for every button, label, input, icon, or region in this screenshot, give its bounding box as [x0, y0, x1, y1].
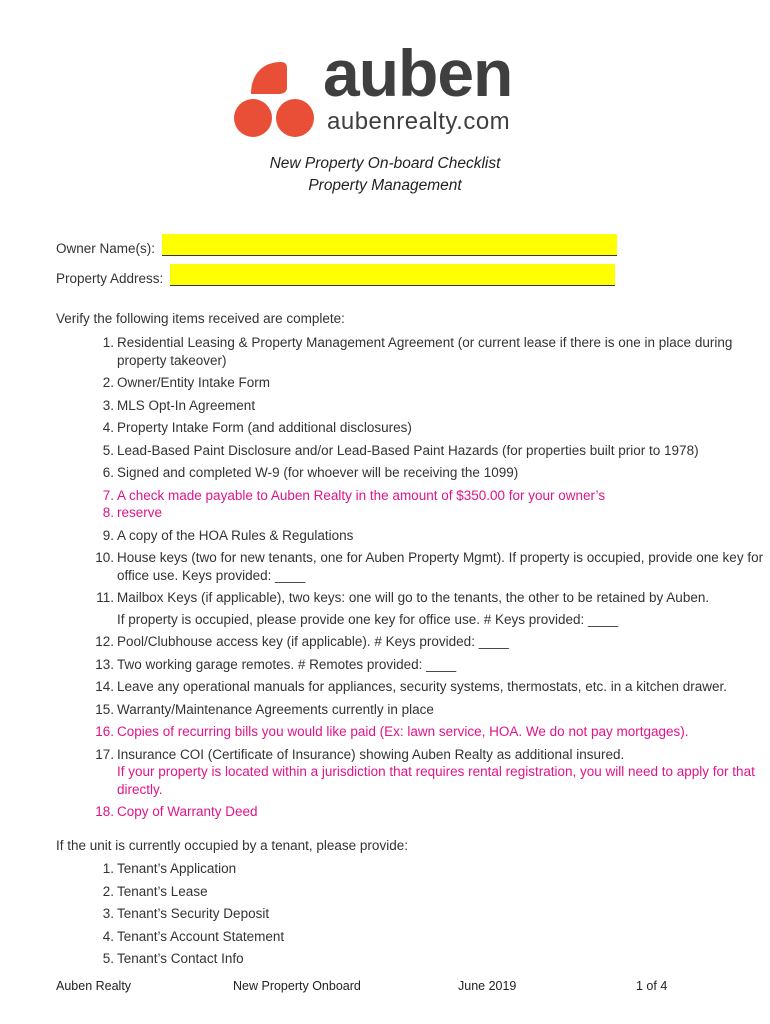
list-item: 2 . Tenant’s Lease	[56, 883, 770, 901]
list-item: 8 . reserve	[56, 504, 770, 522]
list-item: 9 . A copy of the HOA Rules & Regulations	[56, 527, 770, 545]
list-item: 5 . Lead-Based Paint Disclosure and/or Lead-Based Paint Hazards (for properties built prior to 1978)	[56, 442, 770, 460]
owner-name-field	[56, 234, 617, 256]
list-item: 15 . Warranty/Maintenance Agreements currently in place	[56, 701, 770, 719]
list-item: 10 . House keys (two for new tenants, one for Auben Property Mgmt). If property is occupied, provide one key for office use. Keys provided: ____	[56, 549, 770, 584]
list-item: 14 . Leave any operational manuals for appliances, security systems, thermostats, etc. in a kitchen drawer.	[56, 678, 770, 696]
list-item: 16 . Copies of recurring bills you would like paid (Ex: lawn service, HOA. We do not pay mortgages).	[56, 723, 770, 741]
logo-wordmark: auben	[323, 36, 513, 110]
auben-logo	[233, 36, 553, 141]
document-title: New Property On-board Checklist	[269, 155, 501, 172]
footer-company: Auben Realty	[56, 979, 132, 993]
property-address-field	[56, 264, 615, 286]
list-item: 5 . Tenant’s Contact Info	[56, 950, 770, 968]
footer-document: New Property Onboard	[233, 979, 361, 993]
auben-logo-mark-icon	[233, 58, 315, 140]
list-item: 1 . Residential Leasing & Property Management Agreement (or current lease if there is one in place during property takeover)	[56, 334, 770, 369]
list-item: 1 . Tenant’s Application	[56, 860, 770, 878]
list-item: 6 . Signed and completed W-9 (for whoever will be receiving the 1099)	[56, 464, 770, 482]
list-item: 11 . Mailbox Keys (if applicable), two keys: one will go to the tenants, the other to be retained by Auben. If property is occupied, please provide one key for office use. # Keys provided: ____	[56, 589, 770, 628]
footer-date: June 2019	[458, 979, 517, 993]
tenant-intro: If the unit is currently occupied by a tenant, please provide:	[56, 838, 408, 853]
list-item: 4 . Property Intake Form (and additional disclosures)	[56, 419, 770, 437]
list-item: 2 . Owner/Entity Intake Form	[56, 374, 770, 392]
checklist-intro: Verify the following items received are complete:	[56, 311, 345, 326]
owner-name-blank[interactable]	[162, 234, 617, 256]
list-item: 7 . A check made payable to Auben Realty in the amount of $350.00 for your owner’s	[56, 487, 770, 505]
checklist	[56, 334, 770, 826]
property-address-blank[interactable]	[170, 264, 615, 286]
list-item: 18 . Copy of Warranty Deed	[56, 803, 770, 821]
footer-page-number: 1 of 4	[636, 979, 668, 993]
property-address-label: Property Address:	[56, 271, 168, 286]
tenant-list	[56, 860, 770, 973]
document-subtitle: Property Management	[308, 177, 462, 194]
list-item: 17 . Insurance COI (Certificate of Insurance) showing Auben Realty as additional insured. If your property is located within a jurisdiction that requires rental registration, you will need to apply for that directly.	[56, 746, 770, 799]
list-item: 4 . Tenant’s Account Statement	[56, 928, 770, 946]
logo-url: aubenrealty.com	[327, 108, 511, 135]
list-item: 3 . MLS Opt-In Agreement	[56, 397, 770, 415]
owner-name-label: Owner Name(s):	[56, 241, 159, 256]
list-item: 3 . Tenant’s Security Deposit	[56, 905, 770, 923]
list-item: 12 . Pool/Clubhouse access key (if applicable). # Keys provided: ____	[56, 633, 770, 651]
list-item: 13 . Two working garage remotes. # Remotes provided: ____	[56, 656, 770, 674]
